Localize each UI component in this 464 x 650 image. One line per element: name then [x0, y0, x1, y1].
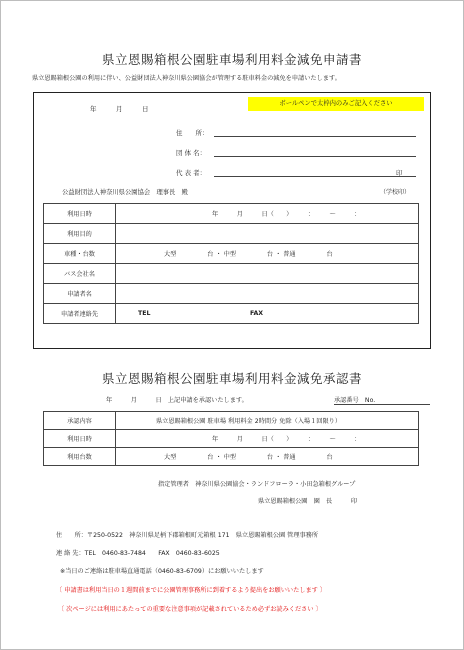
applicant-contact-field[interactable] [116, 304, 419, 324]
applicant-name-field[interactable] [116, 284, 419, 304]
office-contact: 連 絡 先：TEL 0460-83-7484 FAX 0460-83-6025 [56, 550, 220, 557]
table-row [44, 224, 419, 244]
table-row [44, 430, 419, 448]
park-director: 県立恩賜箱根公園 園 長 印 [258, 498, 357, 505]
table-row [44, 264, 419, 284]
representative-field[interactable] [214, 176, 416, 177]
representative-label: 代 表 者： [176, 169, 207, 177]
purpose-field[interactable] [116, 224, 419, 244]
approval-number-field[interactable] [334, 404, 430, 405]
representative-seal: 印 [396, 169, 403, 177]
table-row [44, 284, 419, 304]
parking-phone-note: ※当日のご連絡は駐車場直通電話（0460-83-6709）にお願いいたします [60, 568, 264, 575]
purpose-label: 利用目的 [44, 224, 116, 244]
table-row [44, 204, 419, 224]
approval-count-field[interactable]: 大型 台 ・ 中型 台 ・ 普通 台 [116, 448, 419, 466]
application-intro: 県立恩賜箱根公園の利用に伴い、公益財団法人神奈川県公園協会が管理する駐車料金の減免を申請いたします。 [32, 75, 341, 82]
table-row [44, 448, 419, 466]
addressee: 公益財団法人神奈川県公園協会 理事長 殿 [62, 189, 188, 196]
datetime-field[interactable]: 年 月 日（ ） ： ～ ： [116, 204, 419, 224]
deadline-warning: 〔 申請書は利用当日の１週間前までに公園管理事務所に到着するよう提出をお願いいたします 〕 [56, 587, 326, 594]
application-table [43, 203, 419, 324]
table-row [44, 412, 419, 430]
organization-field[interactable] [214, 156, 416, 157]
table-row [44, 304, 419, 324]
application-title: 県立恩賜箱根公園駐車場利用料金減免申請書 [101, 52, 362, 67]
approval-content-label: 承認内容 [44, 412, 116, 430]
school-seal: （学校印） [380, 189, 411, 196]
approval-table [43, 411, 419, 466]
fax-label: FAX [250, 310, 264, 317]
approval-content-value: 県立恩賜箱根公園 駐車場 利用料金 2時間分 免除（入場１回限り） [116, 412, 419, 430]
approval-title: 県立恩賜箱根公園駐車場利用料金減免承認書 [101, 371, 362, 386]
address-label: 住 所： [176, 129, 209, 137]
tel-label: TEL [138, 310, 151, 317]
approval-number-label: 承認番号 No. [334, 397, 376, 404]
approval-datetime-field[interactable]: 年 月 日（ ） ： ～ ： [116, 430, 419, 448]
next-page-warning: 〔 次ページには利用にあたっての重要な注意事項が記載されているため必ずお読みください 〕 [58, 606, 322, 613]
approval-datetime-label: 利用日時 [44, 430, 116, 448]
table-row [44, 244, 419, 264]
vehicles-field[interactable]: 大型 台 ・ 中型 台 ・ 普通 台 [116, 244, 419, 264]
approval-date-line: 年 月 日 上記申請を承認いたします。 [106, 397, 248, 404]
datetime-label: 利用日時 [44, 204, 116, 224]
applicant-name-label: 申請者名 [44, 284, 116, 304]
organization-label: 団 体 名： [176, 149, 207, 157]
address-field[interactable] [214, 136, 416, 137]
designated-manager: 指定管理者 神奈川県公園協会・ランドフローラ・小田急箱根グループ [158, 481, 356, 488]
bus-company-field[interactable] [116, 264, 419, 284]
vehicles-label: 車種・台数 [44, 244, 116, 264]
ballpoint-notice: ボールペンで太枠内のみご記入ください [248, 97, 424, 111]
approval-count-label: 利用台数 [44, 448, 116, 466]
applicant-contact-label: 申請者連絡先 [44, 304, 116, 324]
bus-company-label: バス会社名 [44, 264, 116, 284]
application-date[interactable]: 年 月 日 [90, 105, 149, 113]
office-address: 住 所：〒250-0522 神奈川県足柄下郡箱根町元箱根 171 県立恩賜箱根公園 管理事務所 [56, 532, 319, 539]
